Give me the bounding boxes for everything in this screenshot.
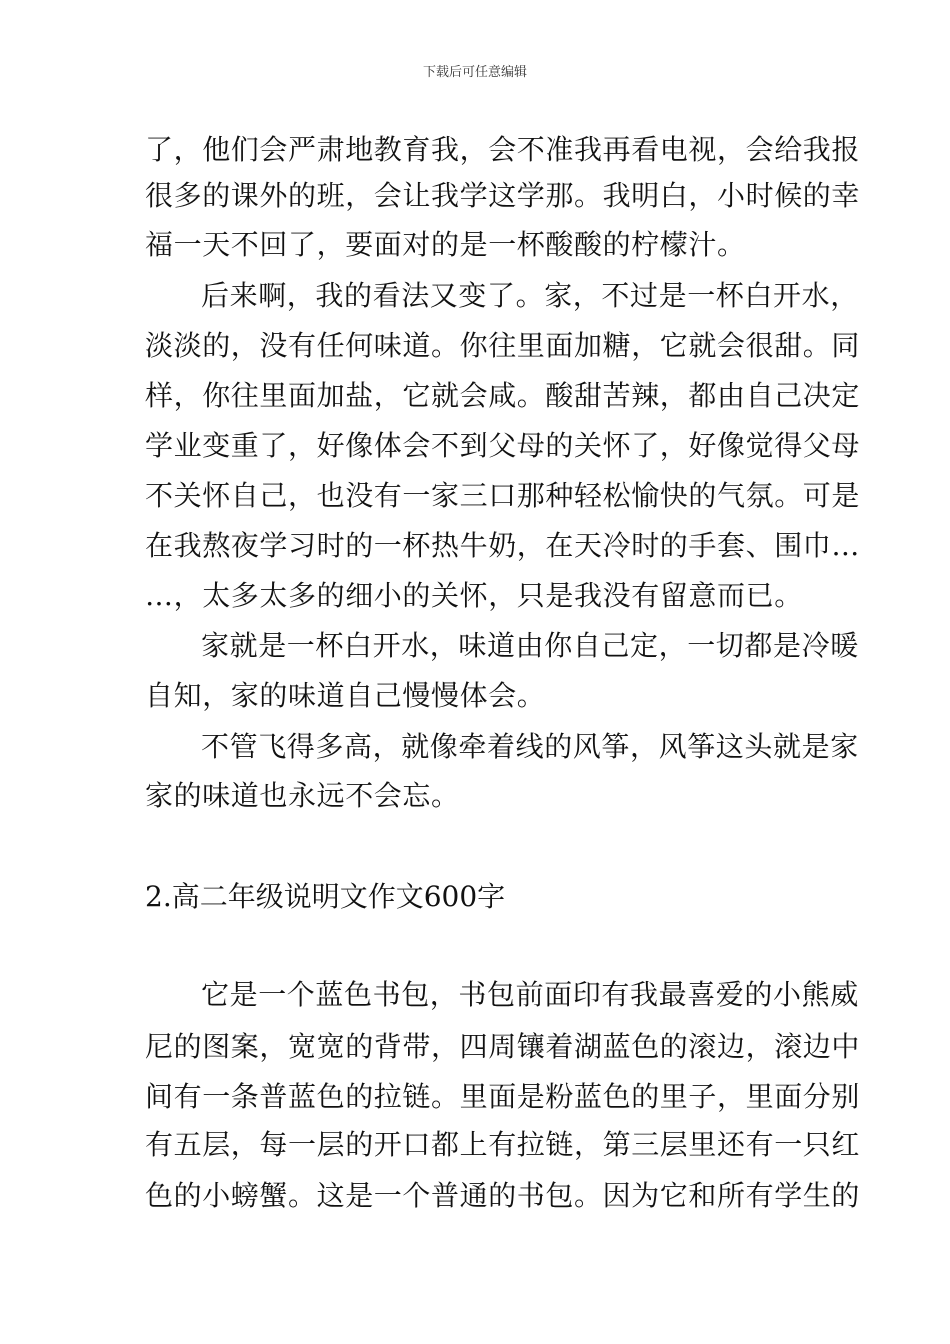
text-line: 自知，家的味道自己慢慢体会。 [145, 679, 546, 712]
text-line: 尼的图案，宽宽的背带，四周镶着湖蓝色的滚边，滚边中 [145, 1030, 861, 1063]
section-heading: 2.高二年级说明文作文600字 [145, 880, 506, 913]
text-line: 色的小螃蟹。这是一个普通的书包。因为它和所有学生的 [145, 1179, 861, 1212]
text-line: 不关怀自己，也没有一家三口那种轻松愉快的气氛。可是 [145, 479, 861, 512]
text-line: 样，你往里面加盐，它就会咸。酸甜苦辣，都由自己决定 [145, 379, 861, 412]
text-line: 学业变重了，好像体会不到父母的关怀了，好像觉得父母 [145, 429, 861, 462]
text-line: 后来啊，我的看法又变了。家，不过是一杯白开水， [201, 279, 859, 312]
text-line: 家就是一杯白开水，味道由你自己定，一切都是冷暖 [201, 629, 859, 662]
page-header: 下载后可任意编辑 [422, 65, 527, 80]
text-line: 在我熬夜学习时的一杯热牛奶，在天冷时的手套、围巾… [145, 529, 861, 562]
text-line: 家的味道也永远不会忘。 [145, 779, 460, 812]
text-line: 福一天不回了，要面对的是一杯酸酸的柠檬汁。 [145, 228, 746, 261]
text-line: 间有一条普蓝色的拉链。里面是粉蓝色的里子，里面分别 [145, 1080, 861, 1113]
text-line: 淡淡的，没有任何味道。你往里面加糖，它就会很甜。同 [145, 329, 861, 362]
text-line: 了，他们会严肃地教育我，会不准我再看电视，会给我报 [145, 133, 861, 166]
text-line: 有五层，每一层的开口都上有拉链，第三层里还有一只红 [145, 1128, 861, 1161]
text-line: 它是一个蓝色书包，书包前面印有我最喜爱的小熊威 [201, 978, 859, 1011]
text-line: 很多的课外的班，会让我学这学那。我明白，小时候的幸 [145, 179, 861, 212]
text-line: 不管飞得多高，就像牵着线的风筝，风筝这头就是家 [201, 730, 859, 763]
text-line: …，太多太多的细小的关怀，只是我没有留意而已。 [145, 579, 803, 612]
